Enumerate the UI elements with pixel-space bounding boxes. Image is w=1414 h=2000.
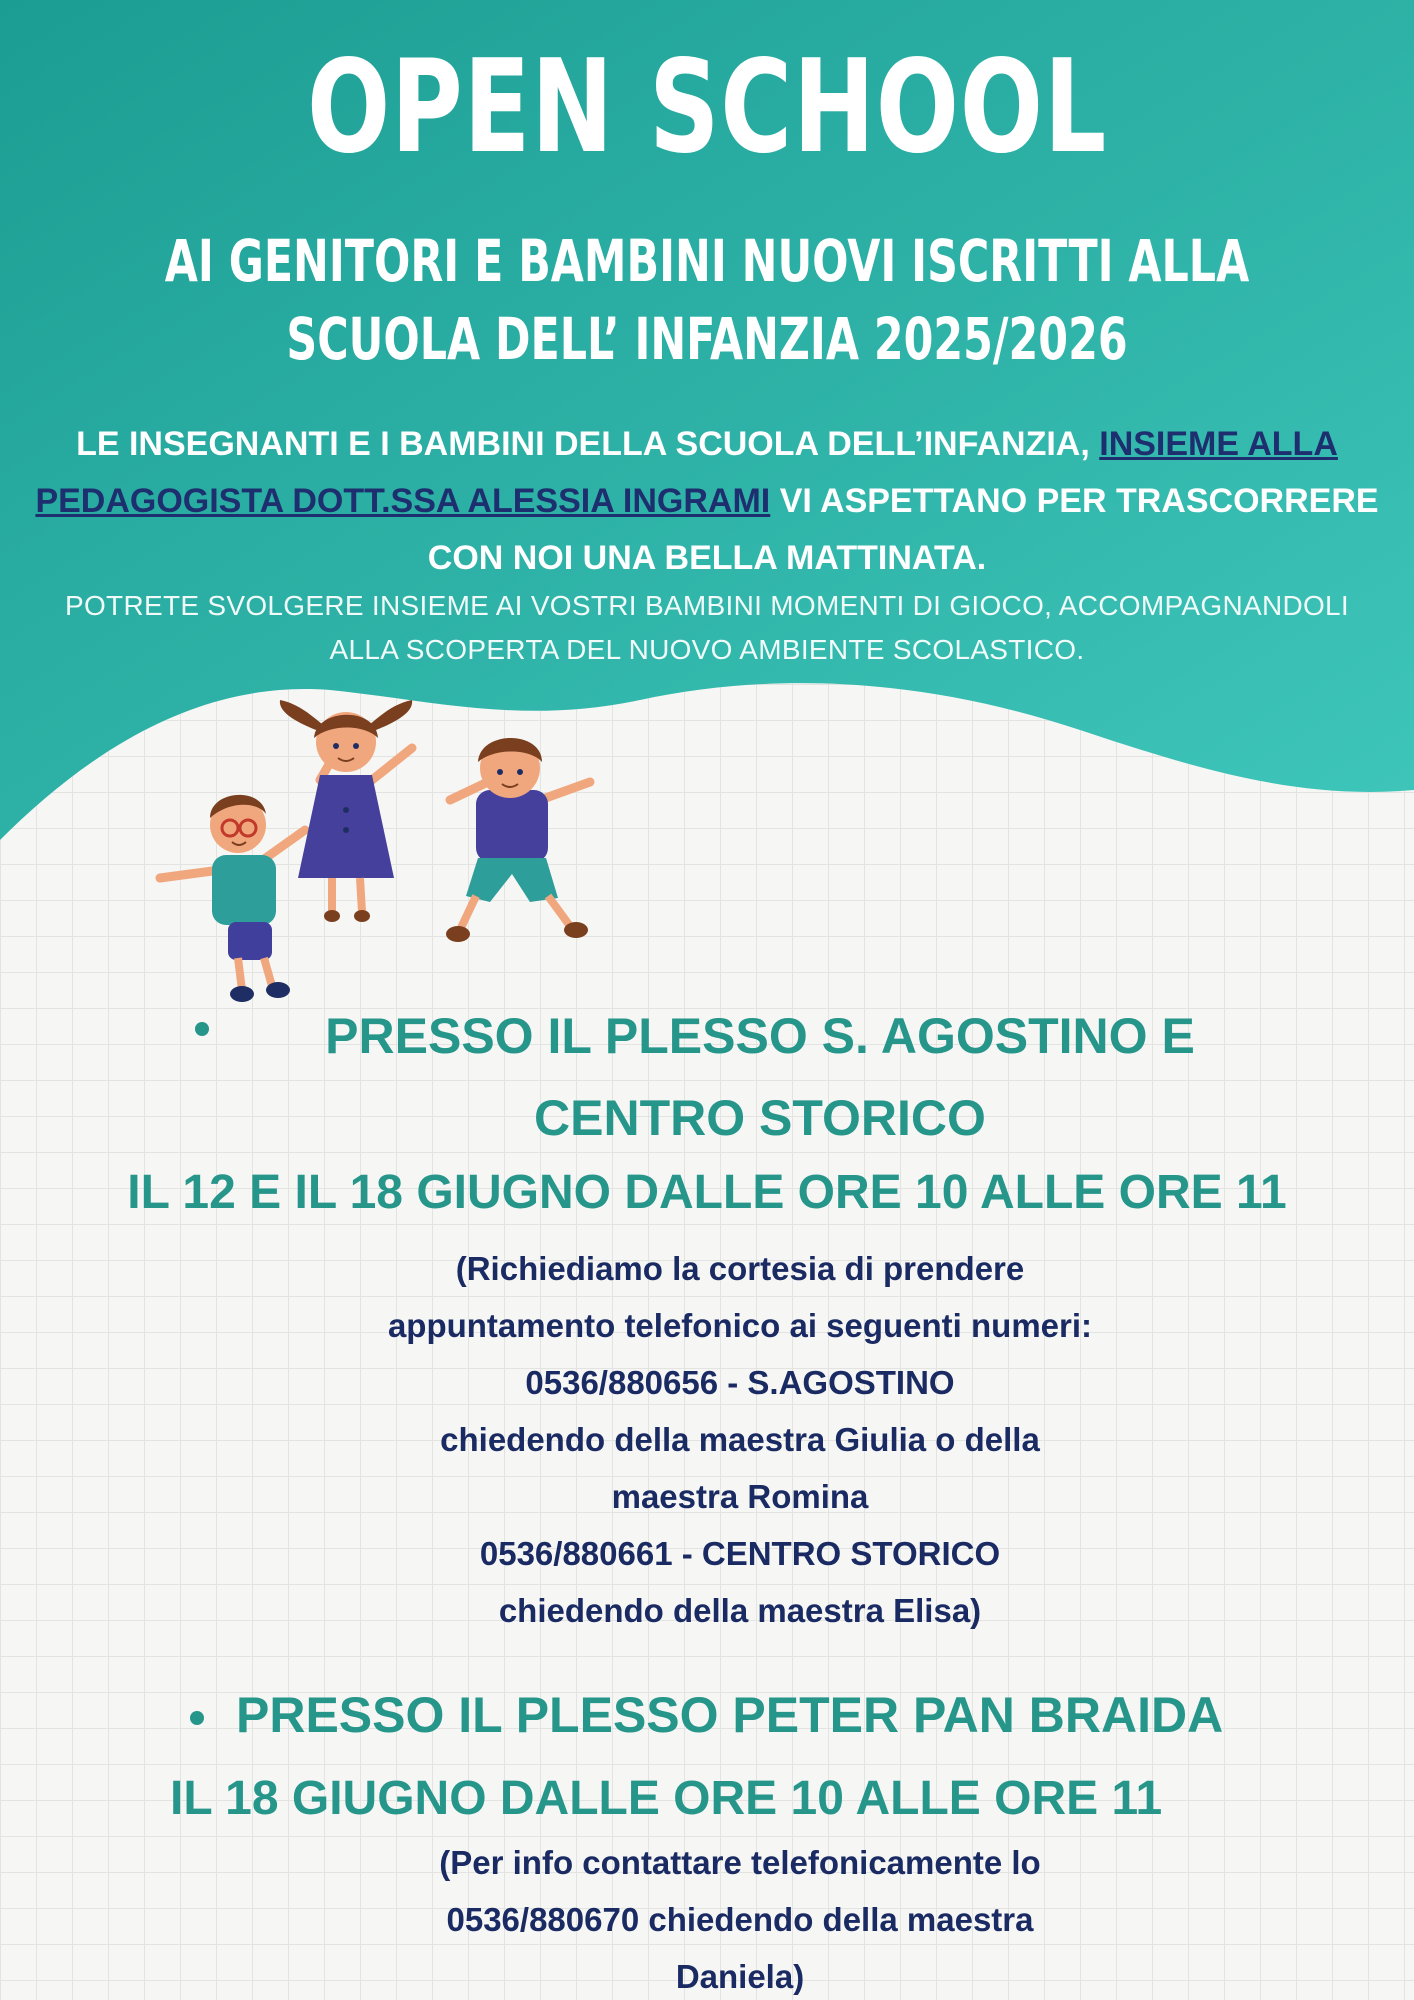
event-1-note-line: chiedendo della maestra Giulia o della [440,1421,1040,1458]
event-2-location: PRESSO IL PLESSO PETER PAN BRAIDA [236,1687,1224,1743]
pedagogist-link[interactable]: INSIEME ALLA PEDAGOGISTA DOTT.SSA ALESSIA INGRAMI [35,425,1338,520]
bullet-icon [195,1022,209,1036]
boy-icon [446,738,590,942]
event-2-note-line: (Per info contattare telefonicamente lo [439,1844,1041,1881]
girl-icon [280,700,412,922]
event-2-phone: 0536/880670 chiedendo della maestra [446,1901,1034,1938]
boy-with-glasses-icon [160,795,305,1002]
subtitle-line-2: SCUOLA DELL’ INFANZIA 2025/2026 [286,305,1128,373]
event-1-location [240,995,1280,1159]
event-1-phone-sagostino: 0536/880656 - S.AGOSTINO [525,1364,955,1401]
event-1-note-line: chiedendo della maestra Elisa) [498,1592,982,1629]
event-2-note-line: Daniela) [675,1958,805,1995]
event-1-note [250,1240,1230,1639]
page-subtitle [127,222,1286,378]
event-1-location-line-1: PRESSO IL PLESSO S. AGOSTINO E [325,1008,1195,1064]
intro-text-end: VI ASPETTANO PER TRASCORRERE CON NOI UNA BELLA MATTINATA. [427,482,1379,577]
intro-secondary-line-1: POTRETE SVOLGERE INSIEME AI VOSTRI BAMBINI MOMENTI DI GIOCO, ACCOMPAGNANDOLI [64,590,1350,621]
intro-text-start: LE INSEGNANTI E I BAMBINI DELLA SCUOLA DELL’INFANZIA, [76,425,1100,463]
page-title: OPEN SCHOOL [306,33,1108,182]
intro-secondary-text [8,584,1406,672]
event-1-note-line: maestra Romina [611,1478,869,1515]
jumping-children-illustration [150,690,670,1010]
event-2-note [250,1834,1230,2000]
event-1-note-line: appuntamento telefonico ai seguenti numeri: [387,1307,1093,1344]
event-1-phone-centro-storico: 0536/880661 - CENTRO STORICO [479,1535,1001,1572]
event-1-location-line-2: CENTRO STORICO [534,1090,986,1146]
bullet-icon [190,1711,204,1725]
intro-secondary-line-2: ALLA SCOPERTA DEL NUOVO AMBIENTE SCOLASTICO. [329,634,1085,665]
event-2-date: IL 18 GIUGNO DALLE ORE 10 ALLE ORE 11 [170,1772,1163,1825]
intro-paragraph [20,416,1394,587]
subtitle-line-1: AI GENITORI E BAMBINI NUOVI ISCRITTI ALLA [164,227,1250,295]
event-1-note-line: (Richiediamo la cortesia di prendere [455,1250,1025,1287]
event-1-date: IL 12 E IL 18 GIUGNO DALLE ORE 10 ALLE ORE 11 [127,1166,1287,1219]
